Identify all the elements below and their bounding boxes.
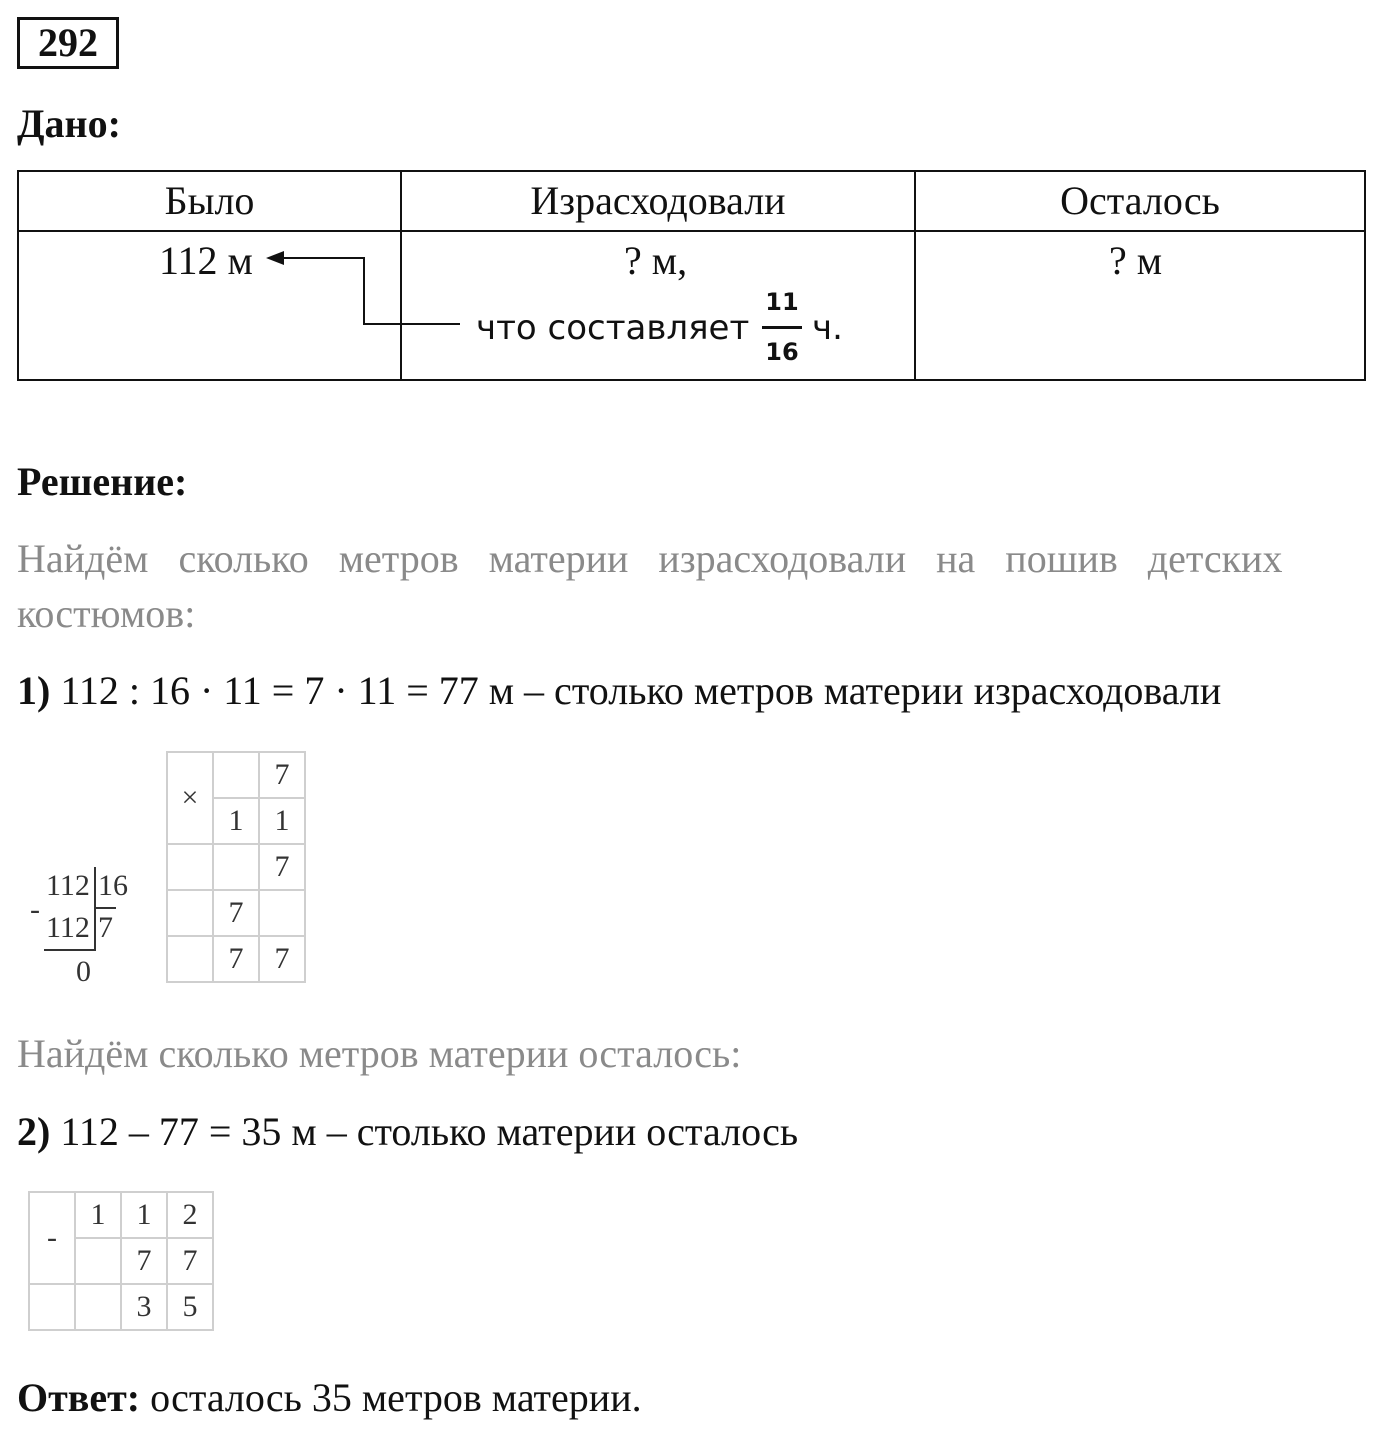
- step1-intro-line2: костюмов:: [17, 591, 196, 636]
- division-result-line: [44, 949, 96, 951]
- step2-number: 2): [17, 1109, 51, 1154]
- step2-line: [17, 1108, 798, 1155]
- step1-number: 1): [17, 668, 51, 713]
- fraction-numerator: 11: [765, 288, 799, 316]
- fraction-denominator: 16: [765, 338, 799, 366]
- mult-cell: [167, 936, 213, 982]
- step1-expression: 112 : 16 · 11 = 7 · 11 = 77 м – столько метров материи израсходовали: [50, 668, 1222, 713]
- sub-sign: -: [29, 1192, 75, 1284]
- problem-number: 292: [17, 17, 119, 69]
- was-value: 112 м: [159, 238, 253, 283]
- sub-cell: [75, 1284, 121, 1330]
- left-value: ? м: [1109, 238, 1163, 283]
- step2-intro: Найдём сколько метров материи осталось:: [17, 1031, 742, 1076]
- mult-cell: 1: [213, 798, 259, 844]
- answer-line: [17, 1374, 642, 1421]
- sub-cell: 1: [121, 1192, 167, 1238]
- mult-cell: 7: [259, 936, 305, 982]
- used-suffix: ч.: [812, 308, 843, 348]
- sub-cell: 5: [167, 1284, 213, 1330]
- solution-heading: Решение:: [17, 459, 188, 504]
- mult-cell: 1: [259, 798, 305, 844]
- header-was: Было: [18, 171, 401, 231]
- header-used: Израсходовали: [401, 171, 915, 231]
- mult-cell: 7: [259, 844, 305, 890]
- step2-expression: 112 – 77 = 35 м – столько материи осталось: [50, 1109, 799, 1154]
- divisor: 16: [98, 869, 128, 902]
- sub-cell: 7: [121, 1238, 167, 1284]
- multiplication-grid: [166, 751, 306, 983]
- used-description: что составляет: [476, 308, 750, 348]
- sub-cell: 3: [121, 1284, 167, 1330]
- relation-arrow: [0, 0, 1400, 400]
- used-value: ? м,: [624, 238, 688, 283]
- sub-cell: [29, 1284, 75, 1330]
- subtrahend: 112: [46, 911, 90, 944]
- mult-cell: [213, 844, 259, 890]
- step1-line: [17, 667, 1221, 714]
- subtraction-grid: [28, 1191, 214, 1331]
- mult-cell: 7: [213, 936, 259, 982]
- mult-cell: 7: [213, 890, 259, 936]
- long-division: [30, 865, 140, 995]
- quotient: 7: [98, 911, 113, 944]
- header-left: Осталось: [915, 171, 1365, 231]
- mult-cell: [213, 752, 259, 798]
- step1-intro-line1: Найдём сколько метров материи израсходовали на пошив детских: [17, 536, 1283, 581]
- sub-cell: 1: [75, 1192, 121, 1238]
- answer-label: Ответ:: [17, 1375, 141, 1420]
- given-heading: Дано:: [17, 101, 121, 146]
- remainder: 0: [76, 955, 91, 988]
- answer-text: осталось 35 метров материи.: [140, 1375, 642, 1420]
- division-vertical-line: [94, 867, 96, 951]
- sub-cell: 2: [167, 1192, 213, 1238]
- sub-cell: [75, 1238, 121, 1284]
- division-quotient-line: [94, 907, 116, 909]
- mult-cell: 7: [259, 752, 305, 798]
- mult-sign: ×: [167, 752, 213, 844]
- dividend: 112: [46, 869, 90, 902]
- sub-cell: 7: [167, 1238, 213, 1284]
- mult-cell: [167, 890, 213, 936]
- mult-cell: [259, 890, 305, 936]
- mult-cell: [167, 844, 213, 890]
- minus-sign: -: [30, 893, 40, 926]
